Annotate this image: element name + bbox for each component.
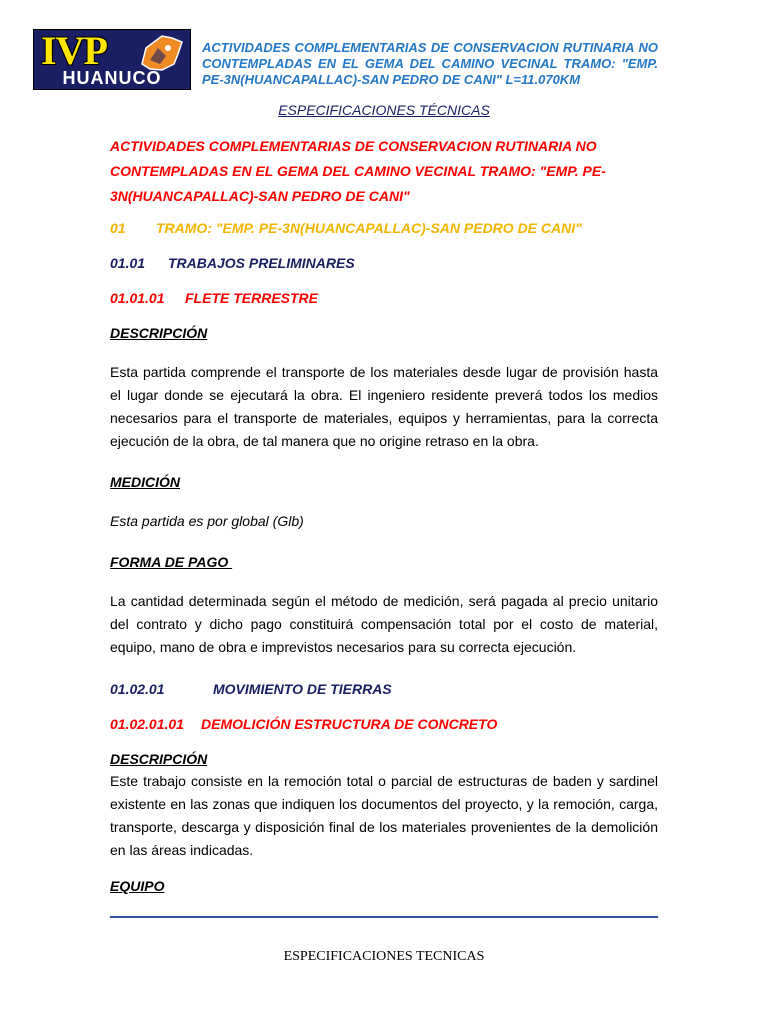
section-descripcion: DESCRIPCIÓN	[110, 325, 208, 341]
item-trabajos-preliminares	[110, 255, 355, 271]
item-demolicion-estructura	[110, 716, 497, 732]
item-label: TRABAJOS PRELIMINARES	[168, 255, 355, 271]
logo-place: HUANUCO	[62, 68, 162, 88]
footer-divider	[110, 916, 658, 918]
item-code: 01	[110, 220, 126, 236]
item-code: 01.01.01	[110, 290, 165, 306]
item-label: TRAMO: "EMP. PE-3N(HUANCAPALLAC)-SAN PEDRO DE CANI"	[156, 220, 582, 236]
item-tramo	[110, 220, 582, 236]
logo-brand: IVP	[41, 28, 107, 73]
section-forma-de-pago: FORMA DE PAGO	[110, 554, 233, 570]
paragraph-forma-de-pago: La cantidad determinada según el método de medición, será pagada al precio unitario del contrato y dicho pago constituirá compensación total por el costo de material, equipo, mano de obra e imprevistos necesarios para su correcta ejecución.	[110, 593, 658, 655]
paragraph-medicion: Esta partida es por global (Glb)	[110, 513, 304, 529]
document-title: ACTIVIDADES COMPLEMENTARIAS DE CONSERVACION RUTINARIA NO CONTEMPLADAS EN EL GEMA DEL CAMINO VECINAL TRAMO: "EMP. PE-3N(HUANCAPALLAC)-SAN PEDRO DE CANI"	[110, 138, 606, 204]
item-movimiento-de-tierras	[110, 681, 392, 697]
section-equipo: EQUIPO	[110, 878, 165, 894]
map-icon	[138, 34, 184, 72]
item-code: 01.01	[110, 255, 146, 271]
header-title: ACTIVIDADES COMPLEMENTARIAS DE CONSERVACION RUTINARIA NO CONTEMPLADAS EN EL GEMA DEL CAMINO VECINAL TRAMO: "EMP. PE-3N(HUANCAPALLAC)-SAN PEDRO DE CANI" L=11.070KM	[202, 40, 658, 87]
section-medicion: MEDICIÓN	[110, 474, 180, 490]
item-label: MOVIMIENTO DE TIERRAS	[213, 681, 392, 697]
footer-text: ESPECIFICACIONES TECNICAS	[283, 949, 485, 964]
item-label: FLETE TERRESTRE	[185, 290, 319, 306]
paragraph-descripcion: Este trabajo consiste en la remoción total o parcial de estructuras de baden y sardinel existente en las zonas que indiquen los documentos del proyecto, y la remoción, carga, transporte, descarga y disposición final de los materiales provenientes de la demolición en las áreas indicadas.	[110, 773, 658, 858]
spec-title: ESPECIFICACIONES TÉCNICAS	[278, 102, 490, 118]
paragraph-descripcion: Esta partida comprende el transporte de los materiales desde lugar de provisión hasta el lugar donde se ejecutará la obra. El ingeniero residente preverá todos los medios necesarios para el transporte de materiales, equipos y herramientas, para la correcta ejecución de la obra, de tal manera que no origine retraso en la obra.	[110, 364, 658, 449]
item-code: 01.02.01	[110, 681, 165, 697]
item-label: DEMOLICIÓN ESTRUCTURA DE CONCRETO	[201, 716, 498, 732]
ivp-huanuco-logo	[33, 29, 191, 90]
item-flete-terrestre	[110, 290, 318, 306]
section-descripcion: DESCRIPCIÓN	[110, 751, 208, 767]
item-code: 01.02.01.01	[110, 716, 184, 732]
